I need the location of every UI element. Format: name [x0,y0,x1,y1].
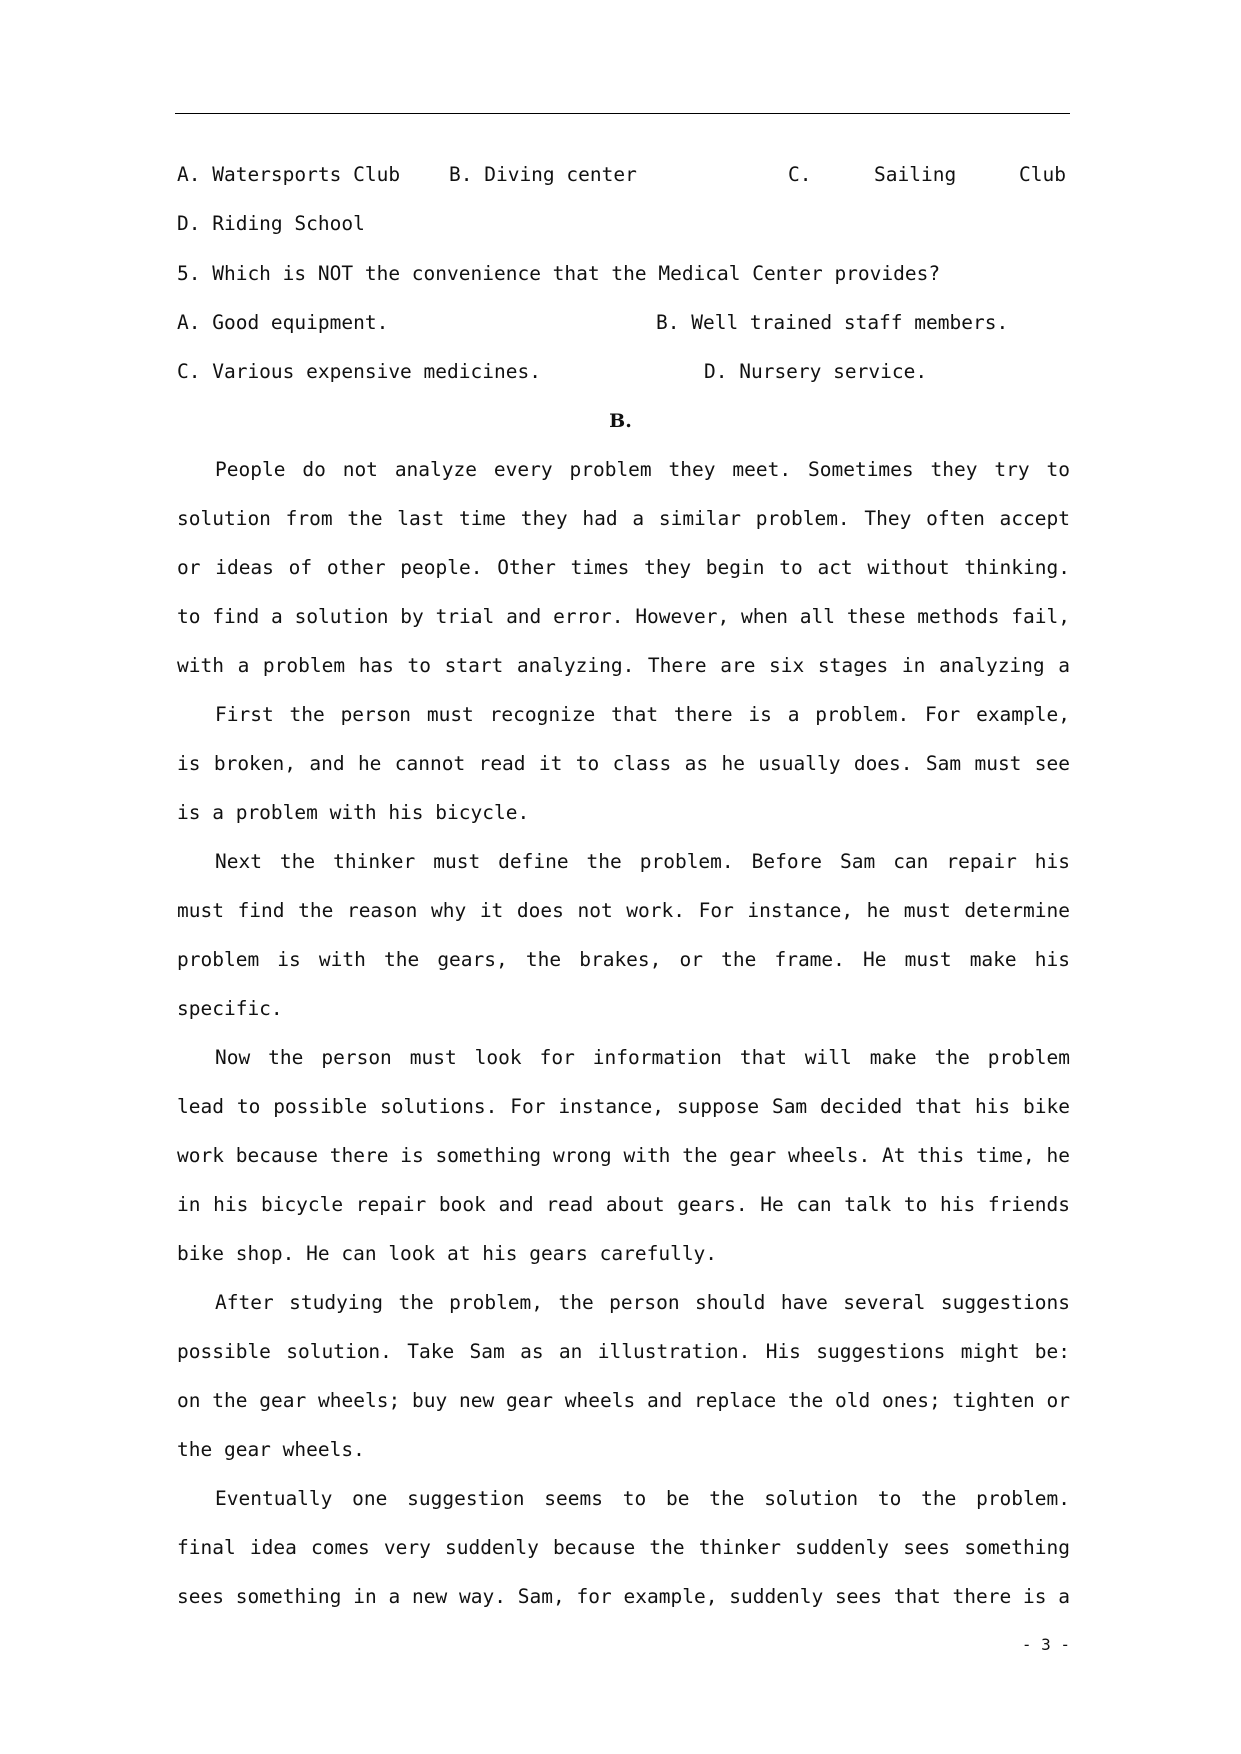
q5-option-b: B. Well trained staff members. [656,311,1009,334]
passage-line: Eventually one suggestion seems to be the solution to the problem. [215,1487,1070,1510]
passage-line: Now the person must look for information that will make the problem [215,1046,1070,1069]
header-rule [175,113,1070,114]
q4-option-c-letter: C. [788,163,812,186]
passage-line: problem is with the gears, the brakes, or the frame. He must make his [177,948,1070,971]
passage-line: is broken, and he cannot read it to class as he usually does. Sam must see [177,752,1070,775]
q5-options-row-2 [177,355,1070,389]
passage-line: on the gear wheels; buy new gear wheels and replace the old ones; tighten or [177,1389,1070,1412]
q5-option-d: D. Nursery service. [704,360,928,383]
passage-line: with a problem has to start analyzing. There are six stages in analyzing a [177,654,1070,677]
passage-line: bike shop. He can look at his gears carefully. [177,1242,718,1265]
passage-line: or ideas of other people. Other times they begin to act without thinking. [177,556,1070,579]
passage-line: possible solution. Take Sam as an illustration. His suggestions might be: [177,1340,1070,1363]
q4-option-c-word2: Club [1019,163,1066,186]
q4-option-b: B. Diving center [449,163,637,186]
q4-option-c-word1: Sailing [874,163,957,186]
passage-line: People do not analyze every problem they meet. Sometimes they try to [215,458,1070,481]
passage-line: lead to possible solutions. For instance, suppose Sam decided that his bike [177,1095,1070,1118]
passage-line: solution from the last time they had a similar problem. They often accept [177,507,1070,530]
q5-options-row-1 [177,306,1070,340]
q5-question: 5. Which is NOT the convenience that the Medical Center provides? [177,262,941,285]
section-title: B. [609,410,632,432]
passage-line: specific. [177,997,283,1020]
q4-option-d: D. Riding School [177,212,365,235]
passage-line: After studying the problem, the person should have several suggestions [215,1291,1070,1314]
passage-line: must find the reason why it does not work. For instance, he must determine [177,899,1070,922]
passage-line: the gear wheels. [177,1438,365,1461]
q5-option-c: C. Various expensive medicines. [177,360,541,383]
q4-options-row-1 [177,158,1070,192]
passage-line: sees something in a new way. Sam, for example, suddenly sees that there is a [177,1585,1070,1608]
passage-line: First the person must recognize that there is a problem. For example, [215,703,1070,726]
q4-options-row-2 [177,207,1070,241]
passage-line: is a problem with his bicycle. [177,801,530,824]
passage-line: Next the thinker must define the problem. Before Sam can repair his [215,850,1070,873]
passage-line: in his bicycle repair book and read about gears. He can talk to his friends [177,1193,1070,1216]
q5-option-a: A. Good equipment. [177,311,389,334]
passage-line: final idea comes very suddenly because the thinker suddenly sees something [177,1536,1070,1559]
page-number: - 3 - [1021,1635,1070,1654]
passage-line: to find a solution by trial and error. However, when all these methods fail, [177,605,1070,628]
q4-option-a: A. Watersports Club [177,163,401,186]
passage-line: work because there is something wrong with the gear wheels. At this time, he [177,1144,1070,1167]
